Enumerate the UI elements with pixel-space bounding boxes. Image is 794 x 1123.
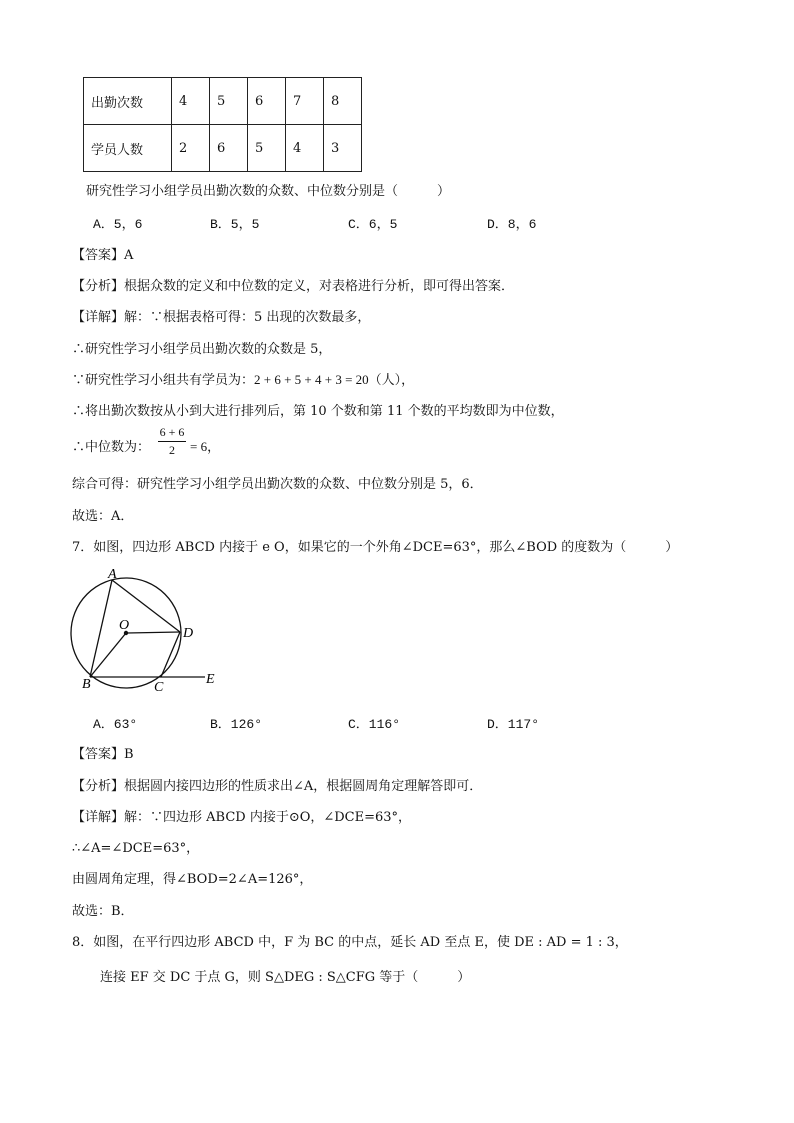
sum-expression: 2 + 6 + 5 + 4 + 3 = 20（人）， — [254, 372, 415, 387]
q6-answer: 【答案】A — [72, 248, 134, 263]
table-cell: 6 — [248, 78, 286, 125]
table-cell: 4 — [286, 125, 324, 172]
table-row — [84, 78, 362, 125]
table-cell: 6 — [210, 125, 248, 172]
q7-detail-3: 由圆周角定理，得∠BOD=2∠A=126°， — [72, 872, 313, 887]
table-cell: 4 — [172, 78, 210, 125]
table-cell: 5 — [248, 125, 286, 172]
option-b: B．126° — [210, 717, 263, 732]
segment-od — [126, 632, 180, 633]
q7-options — [93, 713, 573, 731]
option-c: C．116° — [348, 717, 401, 732]
q6-detail-2: ∴研究性学习小组学员出勤次数的众数是 5， — [72, 342, 332, 357]
q6-detail-4: ∴将出勤次数按从小到大进行排列后，第 10 个数和第 11 个数的平均数即为中位数， — [72, 404, 564, 419]
q8-question-line2: 连接 EF 交 DC 于点 G，则 S△DEG : S△CFG 等于（ ） — [100, 970, 471, 985]
option-a: A．63° — [93, 717, 138, 732]
q6-options — [93, 213, 573, 231]
label-o: O — [119, 618, 130, 633]
table-cell: 3 — [324, 125, 362, 172]
segment-ab — [90, 580, 112, 677]
attendance-table — [83, 77, 362, 172]
table-cell: 5 — [210, 78, 248, 125]
option-a: A．5，6 — [93, 217, 143, 232]
fraction-result: = 6， — [190, 439, 221, 454]
option-d: D．8，6 — [487, 217, 537, 232]
median-fraction — [158, 425, 186, 458]
label-d: D — [183, 626, 194, 641]
detail-text: ∵研究性学习小组共有学员为： — [72, 373, 255, 388]
table-cell: 2 — [172, 125, 210, 172]
q6-analysis: 【分析】根据众数的定义和中位数的定义，对表格进行分析，即可得出答案． — [72, 279, 515, 294]
fraction-bar — [158, 441, 186, 442]
option-d: D．117° — [487, 717, 540, 732]
q7-question: 7．如图，四边形 ABCD 内接于 e O，如果它的一个外角∠DCE=63°，那么∠BOD 的度数为（ ） — [72, 540, 679, 555]
table-cell: 8 — [324, 78, 362, 125]
label-e: E — [206, 672, 215, 687]
row-header: 学员人数 — [84, 125, 172, 172]
q8-question-line1: 8．如图，在平行四边形 ABCD 中，F 为 BC 的中点，延长 AD 至点 E，使 DE : AD = 1 : 3， — [72, 935, 628, 950]
q6-detail-5: ∴中位数为： — [72, 440, 151, 455]
q7-choose: 故选：B． — [72, 904, 134, 919]
q7-analysis: 【分析】根据圆内接四边形的性质求出∠A，根据圆周角定理解答即可． — [72, 779, 483, 794]
label-a: A — [108, 567, 117, 582]
q6-detail-1: 【详解】解：∵根据表格可得：5 出现的次数最多， — [72, 310, 371, 325]
circle-diagram — [60, 560, 230, 695]
row-header: 出勤次数 — [84, 78, 172, 125]
table-row — [84, 125, 362, 172]
q7-detail-2: ∴∠A=∠DCE=63°， — [72, 841, 200, 856]
q7-detail-1: 【详解】解：∵四边形 ABCD 内接于⊙O，∠DCE=63°， — [72, 810, 412, 825]
fraction-denominator: 2 — [169, 443, 175, 457]
option-c: C．6，5 — [348, 217, 398, 232]
q6-detail-6: 综合可得：研究性学习小组学员出勤次数的众数、中位数分别是 5，6． — [72, 477, 483, 492]
table-cell: 7 — [286, 78, 324, 125]
q6-question: 研究性学习小组学员出勤次数的众数、中位数分别是（ ） — [86, 184, 451, 199]
q7-answer: 【答案】B — [72, 747, 134, 762]
q6-choose: 故选：A． — [72, 509, 134, 524]
fraction-numerator: 6 + 6 — [159, 425, 185, 439]
label-c: C — [154, 680, 164, 695]
option-b: B．5，5 — [210, 217, 260, 232]
label-b: B — [82, 677, 91, 692]
q6-detail-3 — [72, 369, 414, 388]
